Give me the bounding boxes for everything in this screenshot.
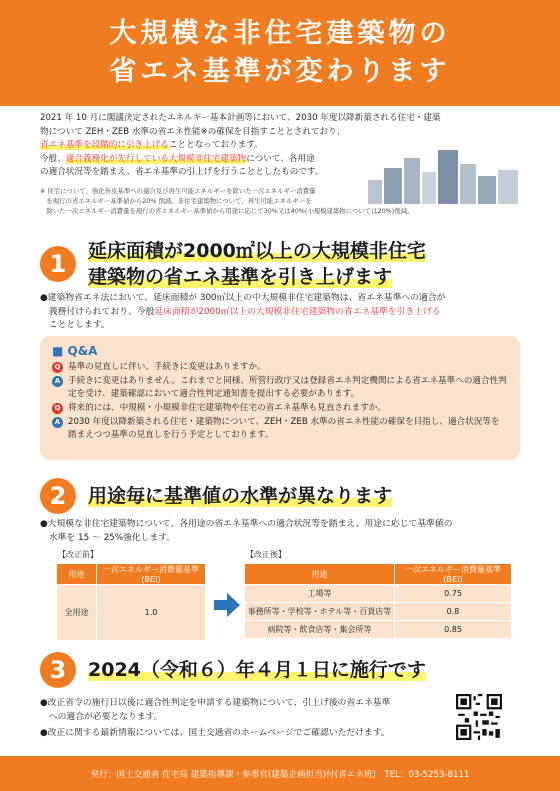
intro-line-rest: こととなっております。 (168, 140, 263, 150)
section3-bullet-line: ●改正に関する最新情報については、国土交通省のホームページでご確認いただけます。 (40, 728, 390, 738)
intro-segment: について、各用途 (246, 153, 315, 164)
intro-highlight: 適合義務化が先行している大規模非住宅建築物 (65, 153, 247, 164)
table-header: 用途 (57, 564, 97, 585)
table-cell: 工場等 (245, 585, 395, 603)
section1-bullet-segment: 義務付けられており、今般 (40, 306, 155, 317)
section1-bullet-highlight: 延床面積が2000㎡以上の大規模非住宅建築物の省エネ基準を引き上げる (154, 306, 441, 317)
section1-number: 1 (40, 246, 76, 282)
table-header: 一次エネルギー消費量基準 (BEI) (395, 564, 512, 585)
section3-heading (40, 652, 426, 688)
table-header-row (245, 564, 512, 585)
table-cell: 病院等・飲食店等・集会所等 (245, 621, 395, 639)
footnote-line: ※ 住宅について、強化外皮基準への適合及び再生可能エネルギーを除いた一次エネルギー消費量 (40, 187, 316, 195)
qr-code-icon[interactable] (456, 694, 502, 740)
section3-bullet-line: ●改正省令の施行日以後に適合性判定を申請する建築物について、引上げ後の省エネ基準 (40, 698, 391, 708)
section3-number: 3 (40, 652, 76, 688)
intro-line: 2021 年 10 月に閣議決定されたエネルギー基本計画等において、2030 年度以降新築される住宅・建築 (40, 113, 441, 123)
section1-title (88, 238, 426, 290)
answer-icon: A (52, 417, 63, 428)
intro-segment: 今般、 (40, 153, 66, 164)
section1-bullet-line (40, 306, 520, 320)
section2-title (88, 483, 392, 509)
section2-heading (40, 478, 392, 514)
question-icon: Q (52, 403, 63, 414)
qa-answer (52, 416, 508, 442)
intro-highlight: 省エネ基準を段階的に引き上げる (40, 140, 169, 150)
section2-bullet-line: 水準を 15 ～ 25%強化します。 (40, 532, 176, 543)
table-row (245, 603, 512, 621)
section1-bullet-line: こととします。 (40, 320, 110, 330)
table-header: 一次エネルギー消費量基準 (BEI) (97, 564, 206, 585)
footer-text: 発行：国土交通省 住宅局 建築指導課・参事官(建築企画担当)付(省エネ班) TEL：03-5253-8111 (90, 769, 470, 780)
section3-bullets (40, 697, 445, 741)
qa-question (52, 402, 508, 415)
table-before-label: 【改正前】 (58, 550, 98, 559)
section3-title (88, 657, 426, 683)
footnote-line: を現行の省エネルギー基準値から20% 削減。非住宅建築物について、再生可能エネルギーを (40, 197, 312, 205)
question-icon: Q (52, 362, 63, 373)
answer-icon: A (52, 376, 63, 387)
footnote (40, 186, 520, 216)
table-cell: 全用途 (57, 585, 97, 641)
footnote-line: 除いた一次エネルギー消費量を現行の省エネルギー基準値から用途に応じて30%又は40%(小規模建築物については20%)削減。 (40, 207, 414, 215)
section1-title-line1: 延床面積が2000㎡以上の大規模非住宅 (88, 240, 426, 262)
table-row (245, 585, 512, 603)
table-header-row (57, 564, 206, 585)
section1-bullet-line: ●建築物省エネ法において、延床面積が 300㎡以上の中大規模非住宅建築物は、省エネ基準への適合が (40, 293, 446, 303)
section2-bullet (40, 518, 520, 545)
intro-line: 物について ZEH・ZEB 水準の省エネ性能※の確保を目指すこととされており、 (40, 126, 346, 137)
section3-title-text: 2024（令和６）年４月１日に施行です (88, 659, 426, 681)
qa-answer (52, 375, 508, 401)
intro-line: の適合状況等を踏まえ、省エネ基準の引上げを行うこととしたものです。 (40, 167, 324, 177)
qa-title: ■ Q&A (52, 344, 98, 358)
footer-bar (0, 756, 560, 791)
table-after (244, 563, 512, 639)
qa-question (52, 361, 508, 374)
section2-bullet-line: ●大規模な非住宅建築物について、各用途の省エネ基準への適合状況等を踏まえ、用途に応じて基準値の (40, 519, 453, 529)
table-cell: 0.75 (395, 585, 512, 603)
table-row (57, 585, 206, 641)
table-cell: 0.8 (395, 603, 512, 621)
arrow-right-icon (214, 593, 240, 617)
qa-box (40, 336, 520, 460)
table-cell: 1.0 (97, 585, 206, 641)
qa-text: 2030 年度以降新築される住宅・建築物について、ZEH・ZEB 水準の省エネ性能の確保を目指し、適合状況等を踏まえつつ基準の見直しを行う予定としております。 (68, 417, 500, 440)
section2-title-text: 用途毎に基準値の水準が異なります (88, 485, 393, 507)
table-before (56, 563, 206, 641)
table-cell: 0.85 (395, 621, 512, 639)
qa-text: 基準の見直しに伴い、手続きに変更はありますか。 (68, 362, 266, 372)
table-after-label: 【改正後】 (246, 550, 286, 559)
table-header: 用途 (245, 564, 395, 585)
section2-number: 2 (40, 478, 76, 514)
header-banner (0, 0, 560, 106)
qa-text: 将来的には、中規模・小規模非住宅建築物や住宅の省エネ基準も見直されますか。 (68, 403, 386, 413)
section1-heading (40, 238, 426, 290)
table-row (245, 621, 512, 639)
page-title-line2: 省エネ基準が変わります (109, 56, 451, 87)
page-title-line1: 大規模な非住宅建築物の (109, 18, 451, 49)
qa-text: 手続きに変更はありません。これまでと同様、所管行政庁又は登録省エネ判定機関による省エネ基準への適合性判定を受け、建築確認において適合性判定通知書を提出する必要があります。 (68, 376, 507, 399)
section1-title-line2: 建築物の省エネ基準を引き上げます (88, 266, 393, 288)
table-cell: 事務所等・学校等・ホテル等・百貨店等 (245, 603, 395, 621)
section3-bullet-line: への適合が必要となります。 (40, 711, 163, 722)
section1-bullet (40, 292, 520, 333)
